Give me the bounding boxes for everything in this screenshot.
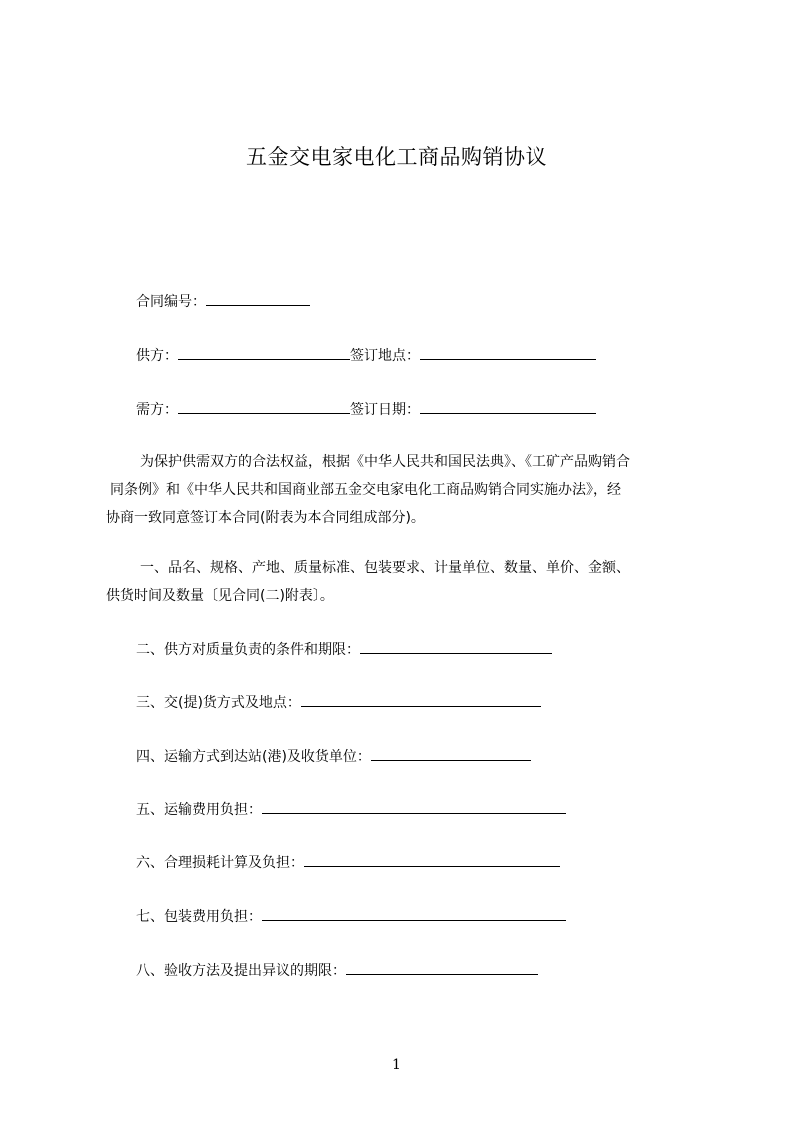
clause-3-label: 三、交(提)货方式及地点： — [136, 695, 301, 711]
sign-place-blank[interactable] — [420, 345, 596, 360]
intro-line: 为保护供需双方的合法权益，根据《中华人民共和国民法典》、《工矿产品购销合 — [140, 454, 630, 470]
sign-place-label: 签订地点： — [350, 348, 420, 364]
clause-5-blank[interactable] — [262, 799, 566, 814]
clause-5-row — [136, 799, 566, 820]
clause-6-label: 六、合理损耗计算及负担： — [136, 855, 304, 871]
clause-7-row — [136, 906, 566, 927]
sign-date-blank[interactable] — [420, 399, 596, 414]
clause-8-row — [136, 960, 538, 981]
clause-4-label: 四、运输方式到达站(港)及收货单位： — [136, 749, 371, 765]
clause-7-label: 七、包装费用负担： — [136, 909, 262, 925]
clause-1-paragraph — [106, 554, 630, 610]
clause-3-row — [136, 692, 541, 713]
contract-number-blank[interactable] — [206, 291, 310, 306]
clause-4-row — [136, 746, 531, 767]
buyer-label: 需方： — [136, 402, 178, 418]
clause-8-label: 八、验收方法及提出异议的期限： — [136, 963, 346, 979]
document-title: 五金交电家电化工商品购销协议 — [246, 145, 547, 169]
intro-paragraph — [106, 448, 630, 532]
clause-7-blank[interactable] — [262, 906, 566, 921]
page-number: 1 — [392, 1057, 401, 1073]
intro-line: 同条例》和《中华人民共和国商业部五金交电家电化工商品购销合同实施办法》，经 — [110, 482, 621, 498]
clause-4-blank[interactable] — [371, 746, 531, 761]
supplier-blank[interactable] — [178, 345, 350, 360]
clause-2-row — [136, 639, 552, 660]
sign-date-label: 签订日期： — [350, 402, 420, 418]
clause-8-blank[interactable] — [346, 960, 538, 975]
clause-5-label: 五、运输费用负担： — [136, 802, 262, 818]
buyer-row — [136, 399, 596, 420]
clause-2-label: 二、供方对质量负责的条件和期限： — [136, 642, 360, 658]
buyer-blank[interactable] — [178, 399, 350, 414]
contract-number-row — [136, 291, 310, 312]
clause-1-line: 一、品名、规格、产地、质量标准、包装要求、计量单位、数量、单价、金额、 — [140, 560, 630, 576]
clause-3-blank[interactable] — [301, 692, 541, 707]
contract-number-label: 合同编号： — [136, 294, 206, 310]
clause-6-row — [136, 852, 560, 873]
supplier-label: 供方： — [136, 348, 178, 364]
clause-1-line: 供货时间及数量〔见合同(二)附表〕。 — [106, 588, 334, 604]
clause-2-blank[interactable] — [360, 639, 552, 654]
intro-line: 协商一致同意签订本合同(附表为本合同组成部分)。 — [106, 510, 425, 526]
supplier-row — [136, 345, 596, 366]
clause-6-blank[interactable] — [304, 852, 560, 867]
